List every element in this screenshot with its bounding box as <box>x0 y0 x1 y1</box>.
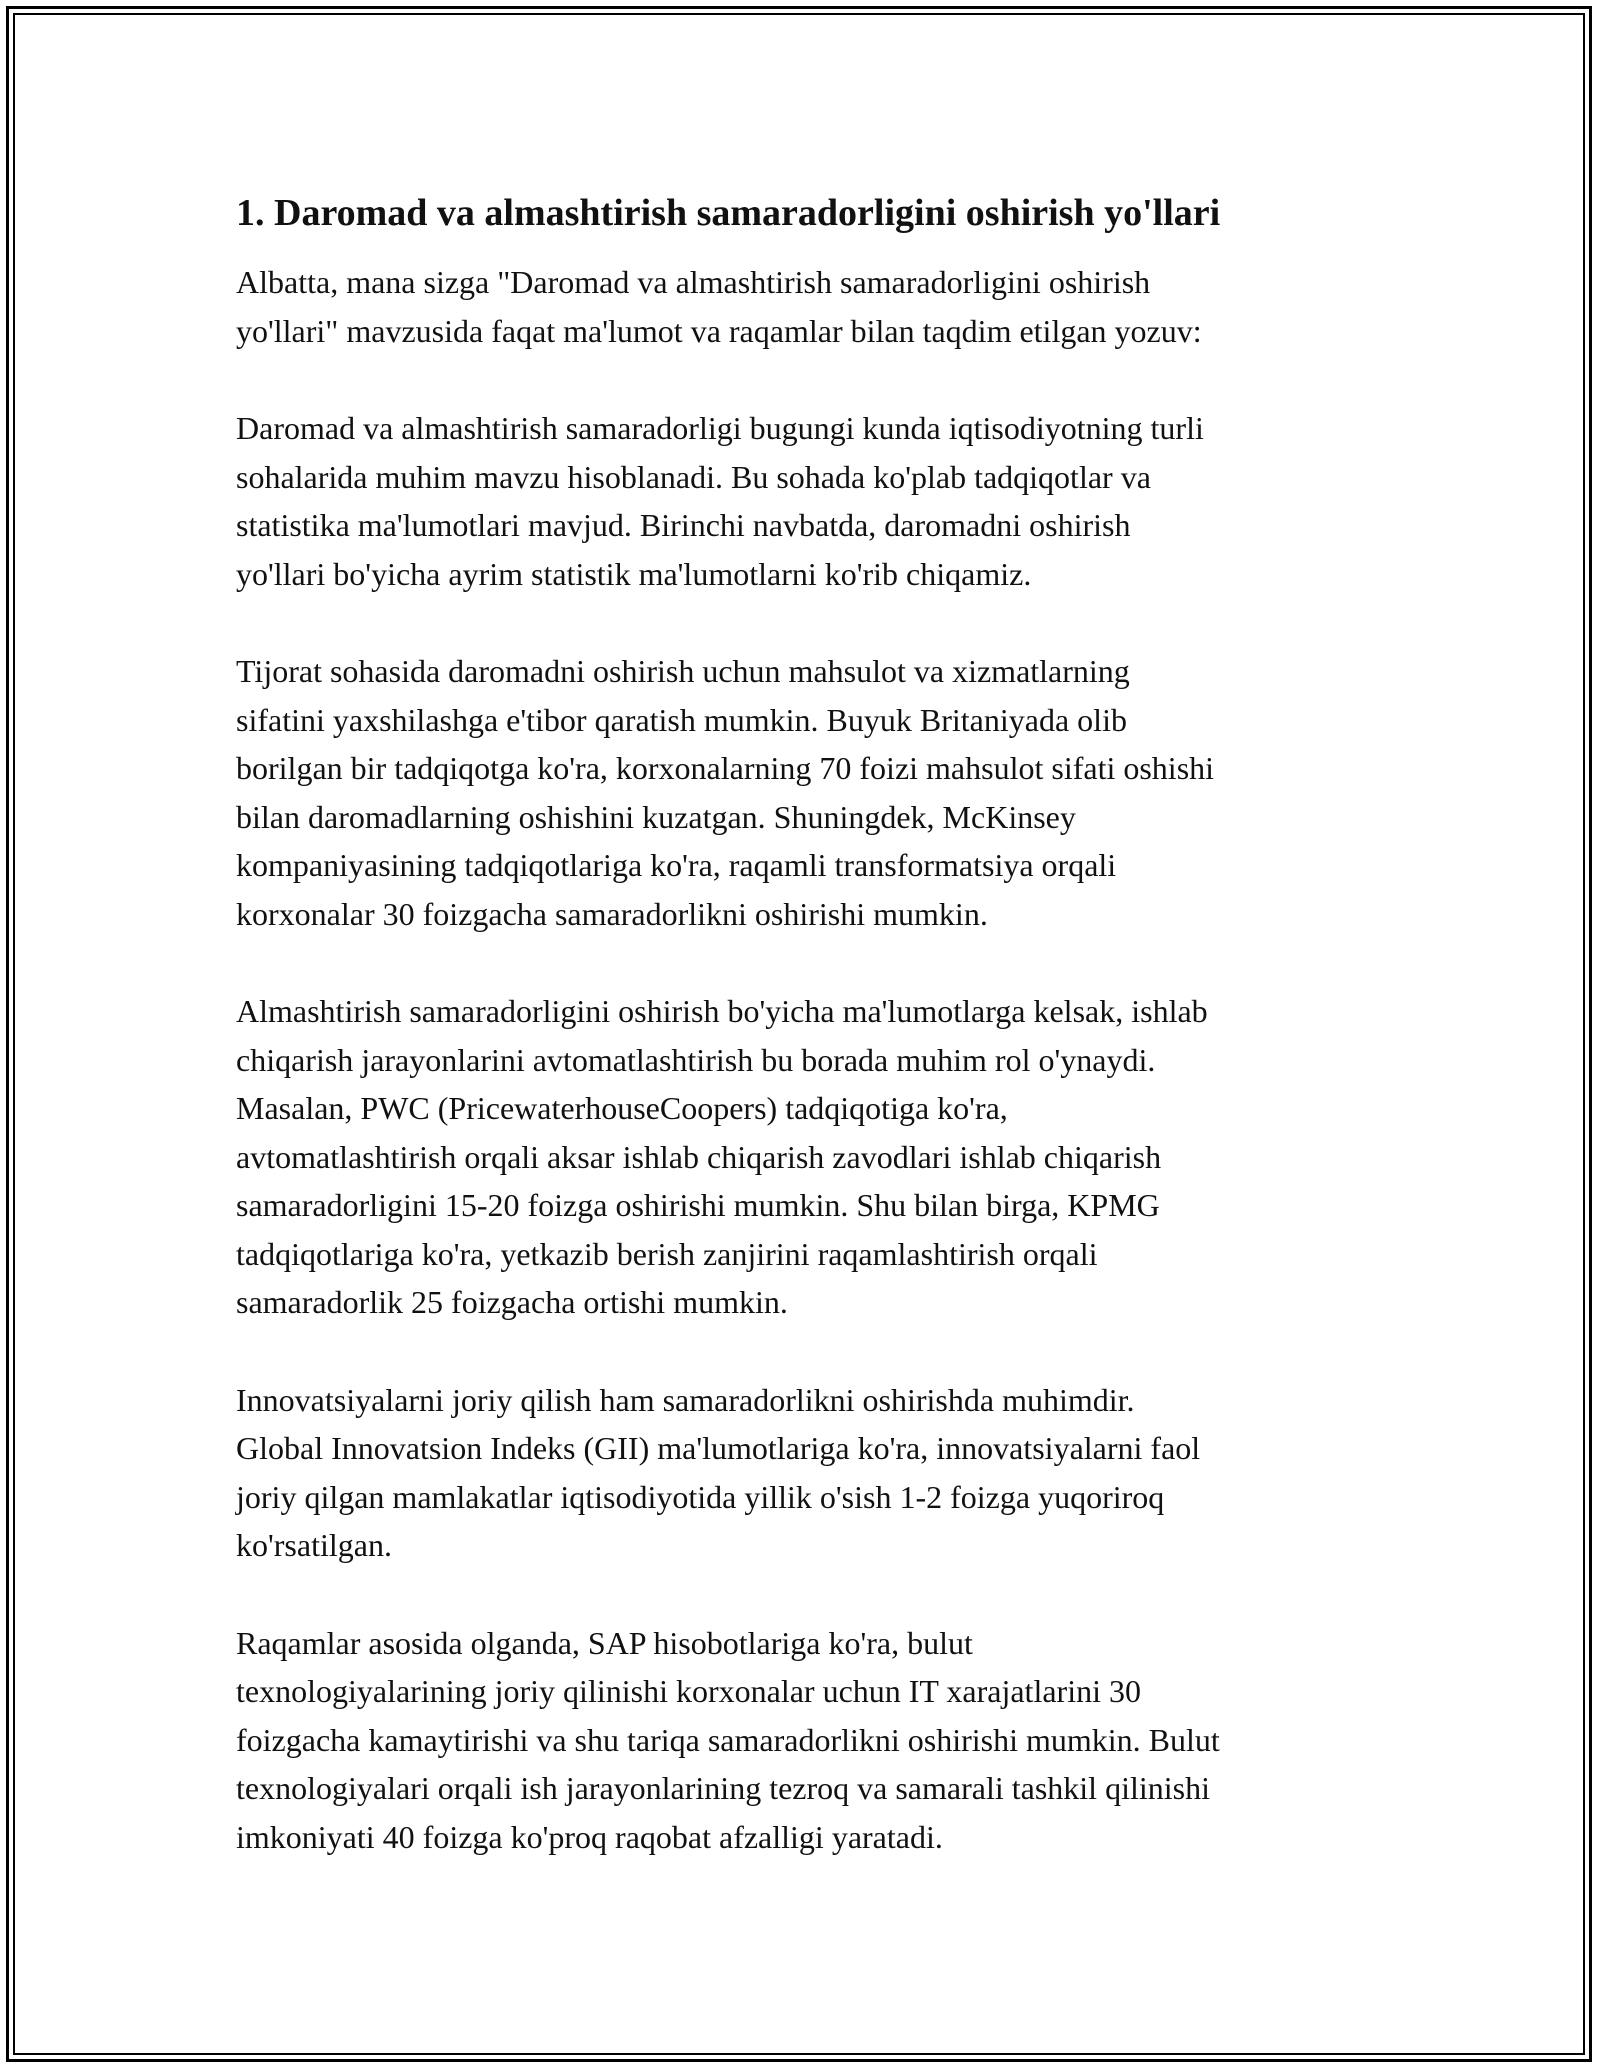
text-line: yo'llari" mavzusida faqat ma'lumot va raqamlar bilan taqdim etilgan yozuv: <box>236 312 1202 349</box>
text-line: texnologiyalari orqali ish jarayonlarining tezroq va samarali tashkil qilinishi <box>236 1770 1210 1806</box>
text-line: statistika ma'lumotlari mavjud. Birinchi navbatda, daromadni oshirish <box>236 507 1131 543</box>
text-line: texnologiyalarining joriy qilinishi korxonalar uchun IT xarajatlarini 30 <box>236 1673 1141 1709</box>
text-line: Masalan, PWC (PricewaterhouseCoopers) tadqiqotiga ko'ra, <box>236 1090 1008 1126</box>
text-line: borilgan bir tadqiqotga ko'ra, korxonalarning 70 foizi mahsulot sifati oshishi <box>236 750 1215 786</box>
text-line: kompaniyasining tadqiqotlariga ko'ra, raqamli transformatsiya orqali <box>236 847 1117 883</box>
text-line: Daromad va almashtirish samaradorligi bugungi kunda iqtisodiyotning turli <box>236 410 1204 446</box>
paragraph-innovation <box>236 1376 1366 1570</box>
text-line: korxonalar 30 foizgacha samaradorlikni oshirishi mumkin. <box>236 895 988 932</box>
text-line: Almashtirish samaradorligini oshirish bo'yicha ma'lumotlarga kelsak, ishlab <box>236 993 1208 1029</box>
text-line: tadqiqotlariga ko'ra, yetkazib berish zanjirini raqamlashtirish orqali <box>236 1235 1098 1272</box>
text-line: ko'rsatilgan. <box>236 1527 392 1563</box>
text-line: chiqarish jarayonlarini avtomatlashtirish bu borada muhim rol o'ynaydi. <box>236 1041 1156 1078</box>
paragraph-overview <box>236 404 1366 598</box>
text-line: foizgacha kamaytirishi va shu tariqa samaradorlikni oshirishi mumkin. Bulut <box>236 1721 1220 1758</box>
text-line: imkoniyati 40 foizga ko'proq raqobat afzalligi yaratadi. <box>236 1818 943 1855</box>
text-line: Global Innovatsion Indeks (GII) ma'lumotlariga ko'ra, innovatsiyalarni faol <box>236 1430 1201 1466</box>
text-line: yo'llari bo'yicha ayrim statistik ma'lumotlarni ko'rib chiqamiz. <box>236 555 1032 592</box>
text-line: sohalarida muhim mavzu hisoblanadi. Bu sohada ko'plab tadqiqotlar va <box>236 458 1151 495</box>
text-line: samaradorligini 15-20 foizga oshirishi mumkin. Shu bilan birga, KPMG <box>236 1187 1160 1223</box>
text-line: Albatta, mana sizga "Daromad va almashtirish samaradorligini oshirish <box>236 264 1151 300</box>
text-line: avtomatlashtirish orqali aksar ishlab chiqarish zavodlari ishlab chiqarish <box>236 1138 1162 1175</box>
paragraph-cloud <box>236 1619 1366 1862</box>
text-line: Raqamlar asosida olganda, SAP hisobotlariga ko'ra, bulut <box>236 1624 973 1661</box>
text-line: samaradorlik 25 foizgacha ortishi mumkin. <box>236 1284 788 1320</box>
text-line: joriy qilgan mamlakatlar iqtisodiyotida yillik o'sish 1-2 foizga yuqoriroq <box>236 1478 1165 1515</box>
paragraph-commerce <box>236 647 1366 938</box>
text-line: Tijorat sohasida daromadni oshirish uchun mahsulot va xizmatlarning <box>236 653 1130 689</box>
text-line: bilan daromadlarning oshishini kuzatgan. Shuningdek, McKinsey <box>236 798 1076 835</box>
text-line: Innovatsiyalarni joriy qilish ham samaradorlikni oshirishda muhimdir. <box>236 1381 1135 1418</box>
paragraph-automation <box>236 987 1366 1327</box>
document-body <box>236 188 1366 1910</box>
paragraph-intro <box>236 258 1366 355</box>
text-line: sifatini yaxshilashga e'tibor qaratish mumkin. Buyuk Britaniyada olib <box>236 701 1127 738</box>
document-title: 1. Daromad va almashtirish samaradorligini oshirish yo'llari <box>236 192 1221 234</box>
